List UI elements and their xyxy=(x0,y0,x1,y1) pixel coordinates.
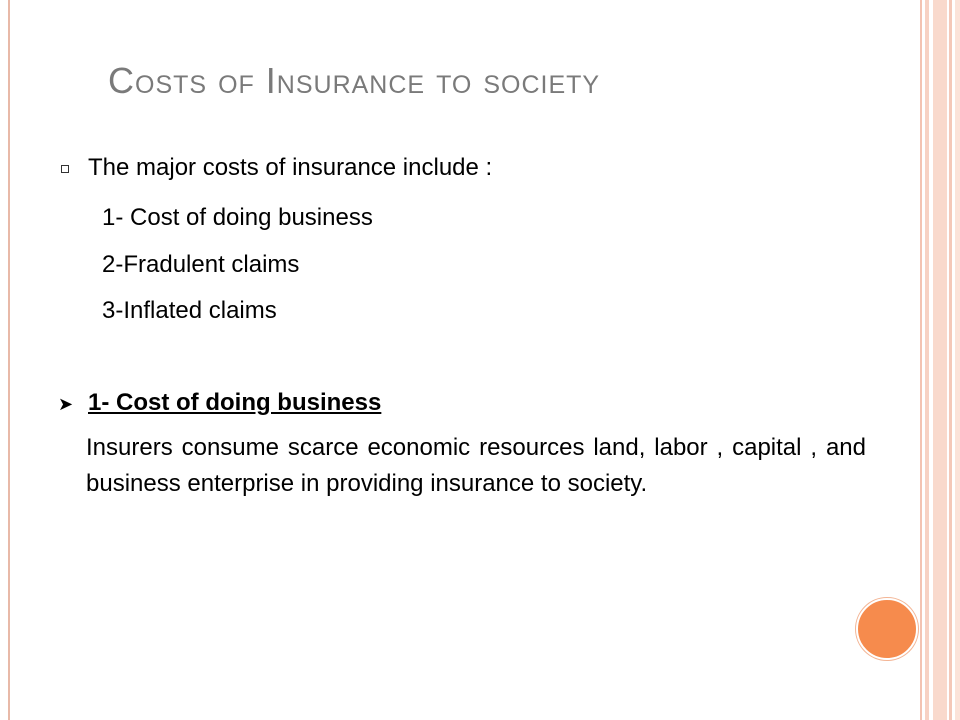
list-item: 1- Cost of doing business xyxy=(102,204,373,231)
list-item: 2-Fradulent claims xyxy=(102,251,300,278)
intro-bullet-text: The major costs of insurance include : xyxy=(88,154,493,181)
square-bullet-icon xyxy=(61,165,69,173)
section-heading: 1- Cost of doing business xyxy=(88,389,382,416)
section-paragraph: Insurers consume scarce economic resources land, labor , capital , and business enterprise in providing insurance to society. xyxy=(86,434,866,497)
list-item: 3-Inflated claims xyxy=(102,297,277,324)
arrow-bullet-icon: ➤ xyxy=(58,394,74,414)
slide-title: Costs of Insurance to society xyxy=(108,60,601,101)
